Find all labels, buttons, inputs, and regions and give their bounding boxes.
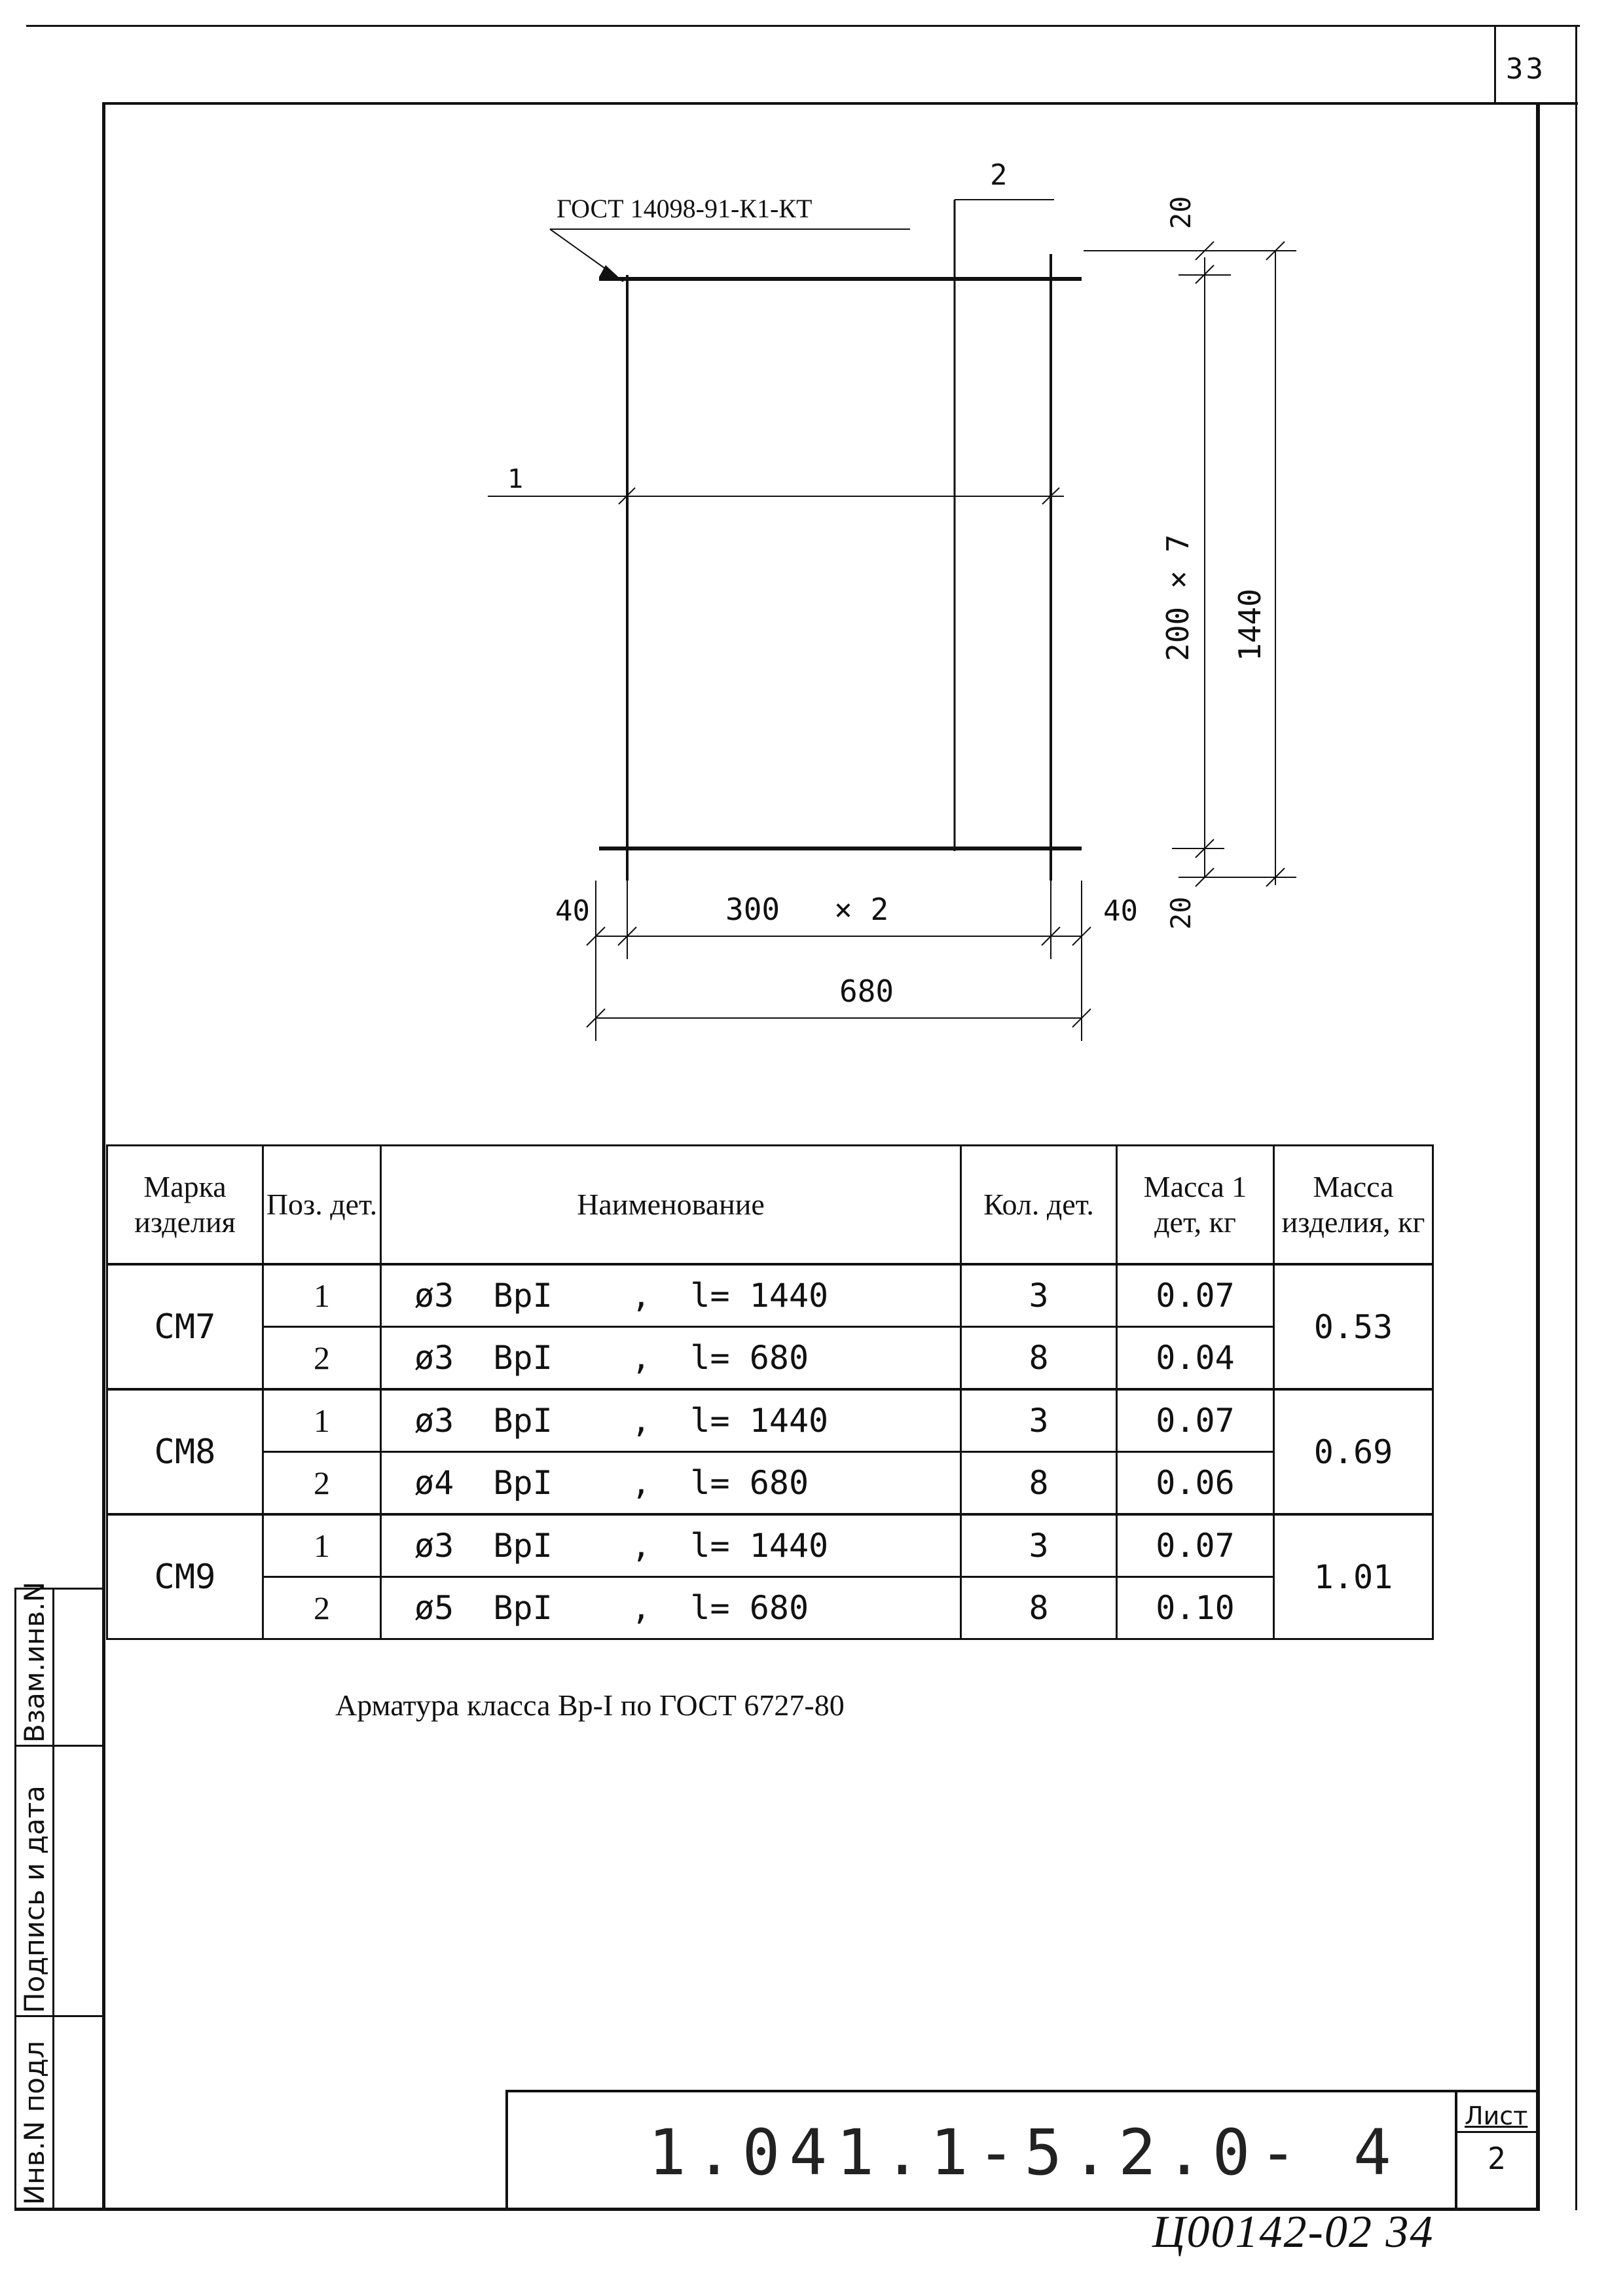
- strip-label-vzam-inv: Взам.инв.N: [18, 1581, 50, 1743]
- dim-20-top: 20: [1165, 196, 1197, 229]
- strip-left-line: [14, 1588, 16, 2210]
- cell-pos: 1: [263, 1389, 381, 1452]
- cell-name: ø5 ВрI , l= 680: [381, 1577, 961, 1639]
- title-block-left: [505, 2090, 508, 2210]
- title-block-top: [505, 2090, 1537, 2092]
- cell-qty: 8: [961, 1577, 1117, 1639]
- header-qty: Кол. дет.: [961, 1146, 1117, 1265]
- cell-qty: 3: [961, 1389, 1117, 1452]
- cell-mark: СМ8: [107, 1389, 263, 1514]
- header-mass-item: Масса изделия, кг: [1274, 1146, 1433, 1265]
- cell-mass: 0.10: [1117, 1577, 1274, 1639]
- cell-pos: 1: [263, 1514, 381, 1577]
- dim-20-bottom: 20: [1165, 896, 1197, 930]
- header-pos: Поз. дет.: [263, 1146, 381, 1265]
- cell-mass: 0.07: [1117, 1389, 1274, 1452]
- dim-spacing-horizontal: 300 × 2: [725, 892, 889, 927]
- drawing-code: 1.041.1-5.2.0- 4: [648, 2116, 1400, 2189]
- page-number: 33: [1506, 52, 1546, 86]
- cell-mark: СМ9: [107, 1514, 263, 1639]
- cell-mass: 0.07: [1117, 1514, 1274, 1577]
- gost-callout-label: ГОСТ 14098-91-К1-КТ: [557, 194, 813, 223]
- position-label-1: 1: [507, 464, 524, 494]
- strip-label-inv-podl: Инв.N подл: [18, 2041, 50, 2205]
- cell-name: ø3 ВрI , l= 1440: [381, 1389, 961, 1452]
- strip-label-podpis-data: Подпись и дата: [18, 1785, 50, 2013]
- cell-mass: 0.04: [1117, 1327, 1274, 1390]
- header-mark: Марка изделия: [107, 1146, 263, 1265]
- table-row: [107, 1452, 1433, 1515]
- cell-mass: 0.07: [1117, 1264, 1274, 1327]
- strip-divider-1: [14, 1745, 103, 1747]
- table-row: [107, 1327, 1433, 1390]
- table-row: [107, 1514, 1433, 1577]
- strip-inner-line: [52, 1588, 54, 2210]
- cell-mass-item: 0.69: [1274, 1389, 1433, 1514]
- title-block-sheet-divider: [1455, 2090, 1457, 2210]
- reinforcement-note: Арматура класса Вр-I по ГОСТ 6727-80: [335, 1688, 845, 1722]
- dim-40-right: 40: [1103, 894, 1138, 928]
- header-name: Наименование: [381, 1146, 961, 1265]
- header-mass-one: Масса 1 дет, кг: [1117, 1146, 1274, 1265]
- cell-name: ø4 ВрI , l= 680: [381, 1452, 961, 1515]
- cell-pos: 2: [263, 1452, 381, 1515]
- title-block-sheet-line: [1455, 2131, 1537, 2133]
- cell-qty: 8: [961, 1327, 1117, 1390]
- sheet-label: Лист: [1465, 2102, 1528, 2130]
- dim-total-vertical: 1440: [1232, 589, 1268, 661]
- cell-name: ø3 ВрI , l= 1440: [381, 1264, 961, 1327]
- cell-mass-item: 1.01: [1274, 1514, 1433, 1639]
- cell-pos: 1: [263, 1264, 381, 1327]
- reinforcement-mesh-drawing: [0, 0, 1608, 1080]
- position-label-2: 2: [990, 158, 1008, 192]
- dim-40-left: 40: [555, 894, 590, 928]
- cell-name: ø3 ВрI , l= 680: [381, 1327, 961, 1390]
- cell-qty: 8: [961, 1452, 1117, 1515]
- cell-qty: 3: [961, 1264, 1117, 1327]
- archive-number: Ц00142-02 34: [1152, 2207, 1434, 2257]
- sheet-number: 2: [1488, 2141, 1506, 2176]
- strip-divider-2: [14, 2015, 103, 2017]
- cell-mass: 0.06: [1117, 1452, 1274, 1515]
- cell-mark: СМ7: [107, 1264, 263, 1389]
- dim-total-horizontal: 680: [839, 974, 894, 1009]
- cell-pos: 2: [263, 1327, 381, 1390]
- cell-qty: 3: [961, 1514, 1117, 1577]
- table-row: [107, 1577, 1433, 1639]
- cell-pos: 2: [263, 1577, 381, 1639]
- table-header-row: [107, 1146, 1433, 1265]
- dim-spacing-vertical: 200 × 7: [1160, 534, 1196, 661]
- table-row: [107, 1389, 1433, 1452]
- specification-table: [106, 1144, 1434, 1640]
- table-row: [107, 1264, 1433, 1327]
- cell-name: ø3 ВрI , l= 1440: [381, 1514, 961, 1577]
- cell-mass-item: 0.53: [1274, 1264, 1433, 1389]
